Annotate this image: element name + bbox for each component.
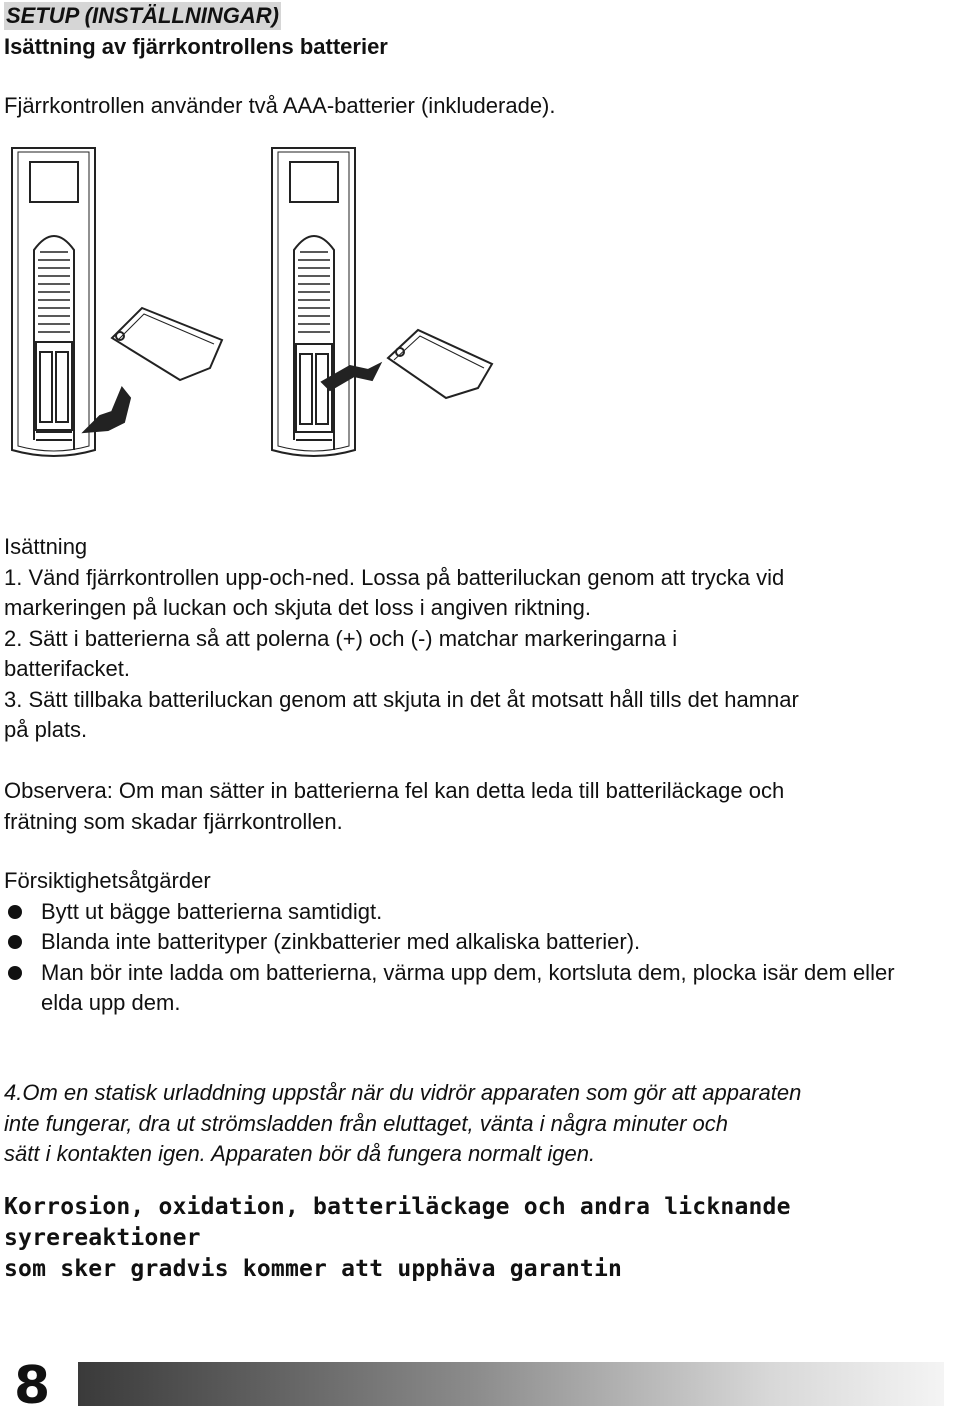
section-subtitle: Isättning av fjärrkontrollens batterier	[4, 34, 388, 59]
precautions-block	[4, 866, 956, 1019]
observe-block	[4, 776, 956, 837]
list-item: Blanda inte batterityper (zinkbatterier med alkaliska batterier).	[4, 927, 956, 958]
instruction-line: på plats.	[4, 717, 88, 742]
battery-cover-illustration	[112, 308, 222, 380]
list-item: Man bör inte ladda om batterierna, värma upp dem, kortsluta dem, plocka isär dem eller elda upp dem.	[4, 958, 956, 1019]
instructions-heading: Isättning	[4, 534, 88, 559]
footer-gradient-bar	[78, 1362, 944, 1406]
insert-arrow-icon	[322, 364, 380, 390]
instruction-line: 3. Sätt tillbaka batteriluckan genom att skjuta in det åt motsatt håll tills det hamnar	[4, 686, 799, 712]
instruction-line: 2. Sätt i batterierna så att polerna (+) och (-) matchar markeringarna i	[4, 625, 678, 651]
battery-cover-illustration-2	[388, 330, 492, 398]
list-item: Bytt ut bägge batterierna samtidigt.	[4, 897, 956, 928]
warranty-warning	[4, 1192, 956, 1285]
warning-line: Korrosion, oxidation, batteriläckage och andra licknande syrereaktioner	[4, 1194, 791, 1251]
intro-text: Fjärrkontrollen använder två AAA-batterier (inkluderade).	[4, 93, 556, 118]
instructions-block	[4, 532, 956, 746]
note-line: 4.Om en statisk urladdning uppstår när du vidrör apparaten som gör att apparaten	[4, 1080, 802, 1105]
precautions-heading: Försiktighetsåtgärder	[4, 868, 211, 893]
instruction-line: 1. Vänd fjärrkontrollen upp-och-ned. Lossa på batteriluckan genom att trycka vid	[4, 564, 785, 590]
instruction-line: markeringen på luckan och skjuta det loss i angiven riktning.	[4, 595, 591, 620]
note-line: inte fungerar, dra ut strömsladden från eluttaget, vänta i några minuter och	[4, 1110, 728, 1136]
observe-line: frätning som skadar fjärrkontrollen.	[4, 808, 343, 834]
page-number: 8	[14, 1356, 51, 1416]
remote-control-open-illustration	[12, 148, 95, 456]
observe-line: Observera: Om man sätter in batterierna fel kan detta leda till batteriläckage och	[4, 778, 785, 803]
instruction-line: batterifacket.	[4, 656, 130, 681]
remote-control-closed-illustration	[272, 148, 355, 456]
section-title: SETUP (INSTÄLLNINGAR)	[6, 3, 279, 28]
slide-arrow-icon	[84, 388, 130, 432]
static-discharge-note	[4, 1078, 956, 1170]
remote-battery-illustration	[0, 140, 520, 470]
precautions-list	[4, 897, 956, 1019]
warning-line: som sker gradvis kommer att upphäva garantin	[4, 1256, 623, 1282]
note-line: sätt i kontakten igen. Apparaten bör då fungera normalt igen.	[4, 1141, 596, 1166]
